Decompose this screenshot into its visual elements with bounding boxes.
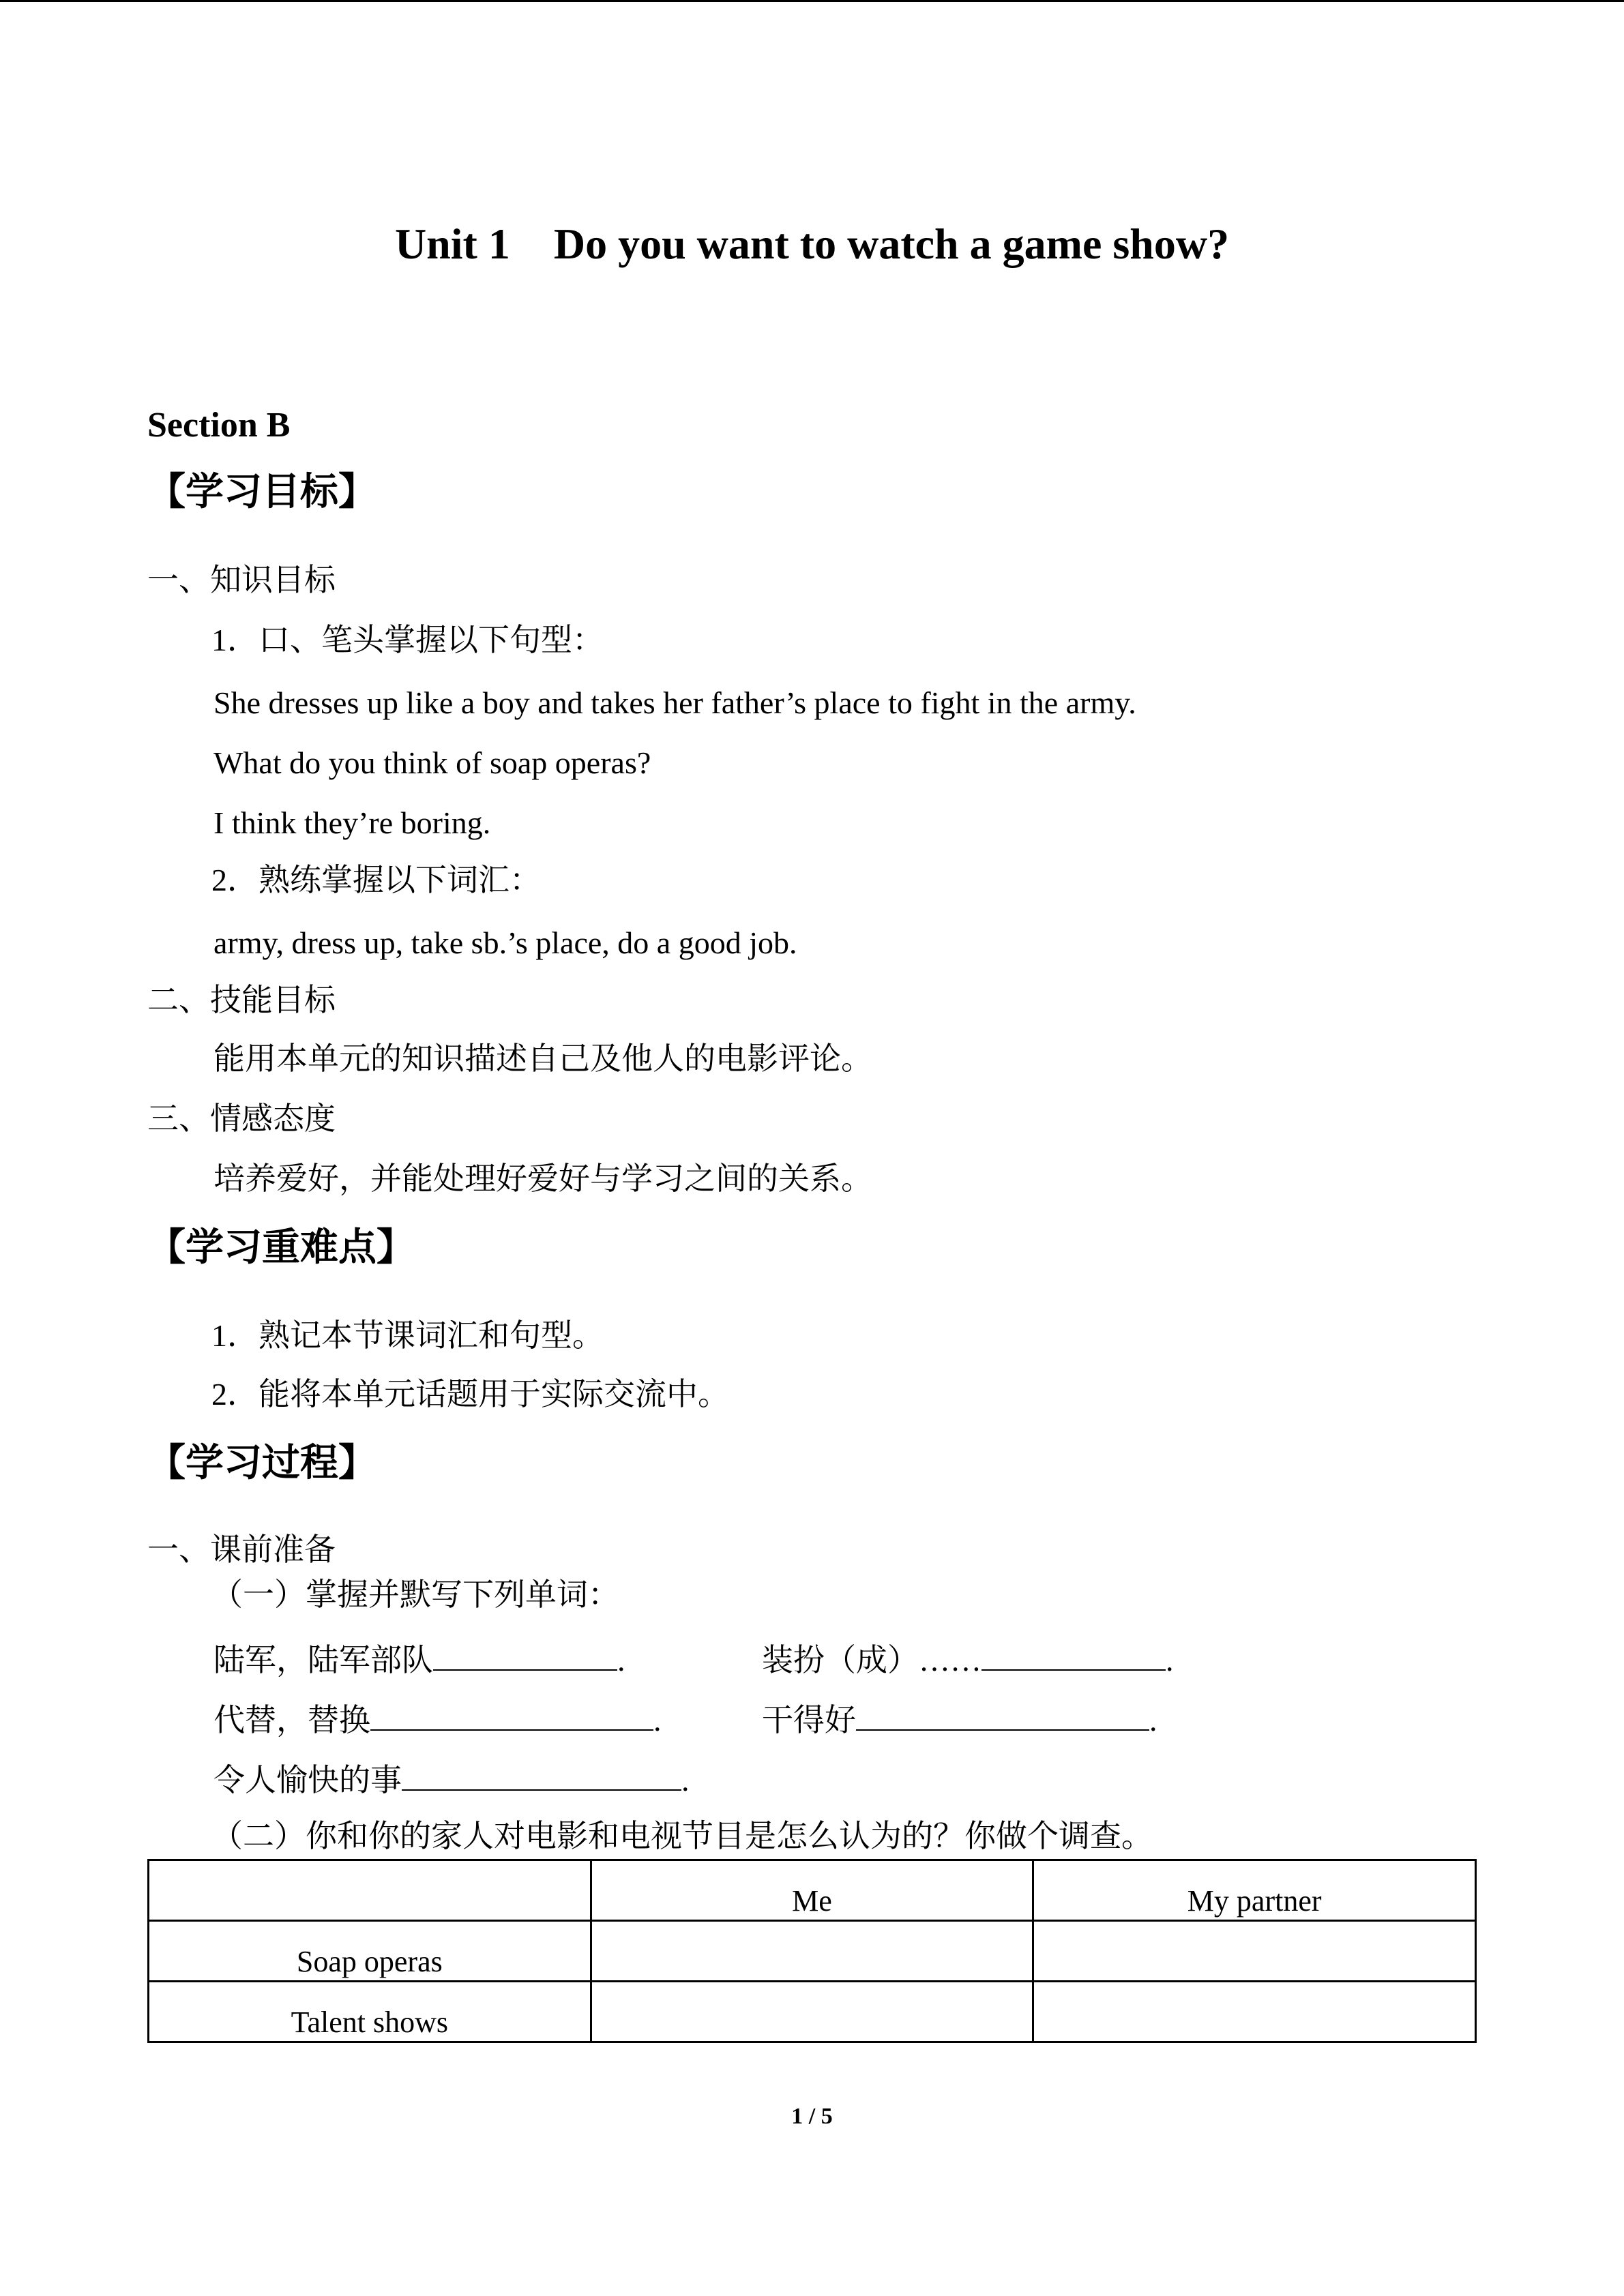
top-border xyxy=(0,0,1624,2)
knowledge-item-2: 2．熟练掌握以下词汇： xyxy=(211,863,541,897)
table-header-row xyxy=(149,1860,1476,1921)
word-blank-3: 代替，替换 . xyxy=(213,1703,662,1738)
table-header-me: Me xyxy=(591,1860,1033,1921)
cell-soap-partner[interactable] xyxy=(1033,1921,1476,1982)
skills-goals-label: 二、技能目标 xyxy=(147,983,336,1017)
answer-blank-take-place[interactable] xyxy=(370,1702,653,1731)
answer-blank-dress-up[interactable] xyxy=(981,1642,1166,1671)
sentence-2: What do you think of soap operas? xyxy=(213,745,651,780)
goals-heading: 【学习目标】 xyxy=(147,471,377,513)
cell-talent-me[interactable] xyxy=(591,1982,1033,2042)
word-blank-4: 干得好 . xyxy=(762,1703,1157,1738)
survey-table xyxy=(147,1859,1477,2043)
prep-label: 一、课前准备 xyxy=(147,1532,336,1567)
table-header-empty xyxy=(149,1860,591,1921)
word-take-place: 代替，替换 xyxy=(213,1703,370,1738)
document-title: Unit 1 Do you want to watch a game show? xyxy=(394,220,1230,268)
table-row xyxy=(149,1982,1476,2042)
section-label: Section B xyxy=(147,406,291,445)
prep-part-1: （一）掌握并默写下列单词： xyxy=(211,1577,619,1612)
prep-part-2: （二）你和你的家人对电影和电视节目是怎么认为的？你做个调查。 xyxy=(211,1819,1153,1853)
word-pleasant-thing: 令人愉快的事 xyxy=(213,1763,402,1798)
word-blank-5: 令人愉快的事 . xyxy=(213,1763,690,1798)
keypoint-1: 1．熟记本节课词汇和句型。 xyxy=(211,1318,604,1353)
answer-blank-pleasant-thing[interactable] xyxy=(402,1762,681,1791)
word-blank-1: 陆军，陆军部队 . xyxy=(213,1643,625,1678)
vocab-list: army, dress up, take sb.’s place, do a good job. xyxy=(213,925,797,960)
page-number: 1 / 5 xyxy=(791,2104,833,2129)
word-blank-2: 装扮（成）…… . xyxy=(762,1643,1174,1678)
word-dress-up: 装扮（成）…… xyxy=(762,1643,981,1678)
row-label-talent-shows: Talent shows xyxy=(149,1982,591,2042)
keypoint-2: 2．能将本单元话题用于实际交流中。 xyxy=(211,1377,729,1412)
emotion-goals-label: 三、情感态度 xyxy=(147,1101,336,1136)
table-header-partner: My partner xyxy=(1033,1860,1476,1921)
sentence-1: She dresses up like a boy and takes her father’s place to fight in the army. xyxy=(213,685,1136,720)
emotion-goals-text: 培养爱好，并能处理好爱好与学习之间的关系。 xyxy=(213,1161,872,1196)
row-label-soap-operas: Soap operas xyxy=(149,1921,591,1982)
skills-goals-text: 能用本单元的知识描述自己及他人的电影评论。 xyxy=(213,1041,872,1076)
answer-blank-army[interactable] xyxy=(433,1642,617,1671)
keypoints-heading: 【学习重难点】 xyxy=(147,1227,415,1269)
knowledge-goals-label: 一、知识目标 xyxy=(147,563,336,597)
answer-blank-good-job[interactable] xyxy=(856,1702,1149,1731)
word-army: 陆军，陆军部队 xyxy=(213,1643,433,1678)
cell-talent-partner[interactable] xyxy=(1033,1982,1476,2042)
table-row xyxy=(149,1921,1476,1982)
sentence-3: I think they’re boring. xyxy=(213,805,491,840)
process-heading: 【学习过程】 xyxy=(147,1442,377,1485)
knowledge-item-1: 1．口、笔头掌握以下句型： xyxy=(211,623,604,657)
cell-soap-me[interactable] xyxy=(591,1921,1033,1982)
word-good-job: 干得好 xyxy=(762,1703,856,1738)
